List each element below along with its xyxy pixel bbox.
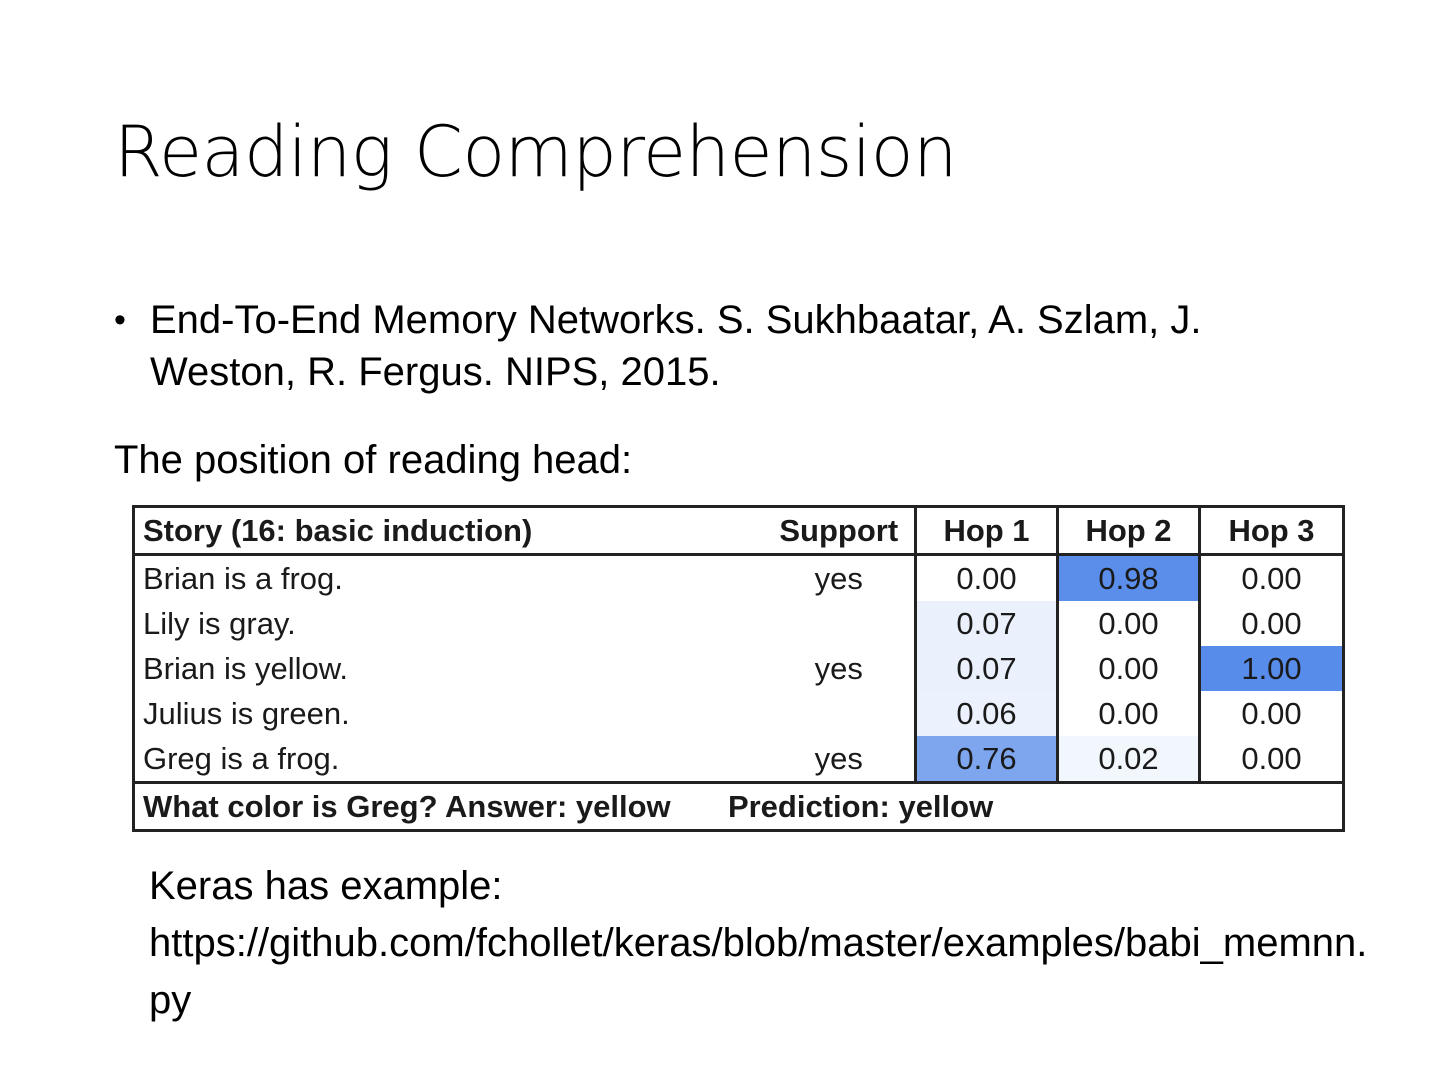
hop-weight-cell: 0.06 [916, 691, 1058, 736]
answer-text: Answer: yellow [445, 789, 671, 824]
bullet-icon: • [114, 301, 126, 339]
table-footer-row [134, 783, 1344, 831]
hop-weight-cell: 0.00 [1200, 555, 1344, 602]
question-text: What color is Greg? [143, 789, 438, 824]
reference-item [114, 294, 1294, 398]
support-cell [764, 601, 916, 646]
header-hop-3: Hop 3 [1200, 507, 1344, 555]
hop-weight-cell: 0.00 [1058, 601, 1200, 646]
hop-weight-cell: 1.00 [1200, 646, 1344, 691]
table-row [134, 555, 1344, 602]
hop-weight-cell: 0.00 [1200, 691, 1344, 736]
table-header-row [134, 507, 1344, 555]
header-hop-2: Hop 2 [1058, 507, 1200, 555]
story-sentence: Greg is a frog. [143, 741, 340, 776]
support-cell: yes [814, 561, 863, 596]
header-hop-1: Hop 1 [916, 507, 1058, 555]
keras-note-text: Keras has example: [149, 864, 503, 908]
hop-weight-cell: 0.76 [916, 736, 1058, 783]
hop-weight-cell: 0.98 [1058, 555, 1200, 602]
hop-weight-cell: 0.02 [1058, 736, 1200, 783]
hop-weight-cell: 0.07 [916, 601, 1058, 646]
table-row [134, 691, 1344, 736]
reading-head-label: The position of reading head: [114, 438, 633, 482]
support-cell: yes [814, 651, 863, 686]
table-row [134, 736, 1344, 783]
hop-weight-cell: 0.00 [1058, 691, 1200, 736]
keras-example-link[interactable]: https://github.com/fchollet/keras/blob/master/examples/babi_memnn.py [149, 921, 1368, 1022]
hop-weight-cell: 0.00 [916, 555, 1058, 602]
header-support: Support [764, 507, 916, 555]
slide-title: Reading Comprehension [114, 111, 958, 193]
attention-table [132, 505, 1345, 832]
hop-weight-cell: 0.00 [1058, 646, 1200, 691]
story-sentence: Lily is gray. [143, 606, 296, 641]
support-cell [764, 691, 916, 736]
table-row [134, 601, 1344, 646]
hop-weight-cell: 0.00 [1200, 736, 1344, 783]
header-story: Story (16: basic induction) [134, 507, 764, 555]
story-sentence: Julius is green. [143, 696, 350, 731]
prediction-text: Prediction: yellow [727, 789, 994, 824]
table-row [134, 646, 1344, 691]
keras-note [149, 858, 1369, 1029]
hop-weight-cell: 0.07 [916, 646, 1058, 691]
reference-text: End-To-End Memory Networks. S. Sukhbaatar, A. Szlam, J. Weston, R. Fergus. NIPS, 2015. [150, 298, 1202, 394]
story-sentence: Brian is yellow. [143, 651, 349, 686]
hop-weight-cell: 0.00 [1200, 601, 1344, 646]
story-sentence: Brian is a frog. [143, 561, 343, 596]
reference-list [114, 294, 1294, 398]
support-cell: yes [814, 741, 863, 776]
question-footer [134, 783, 1344, 831]
